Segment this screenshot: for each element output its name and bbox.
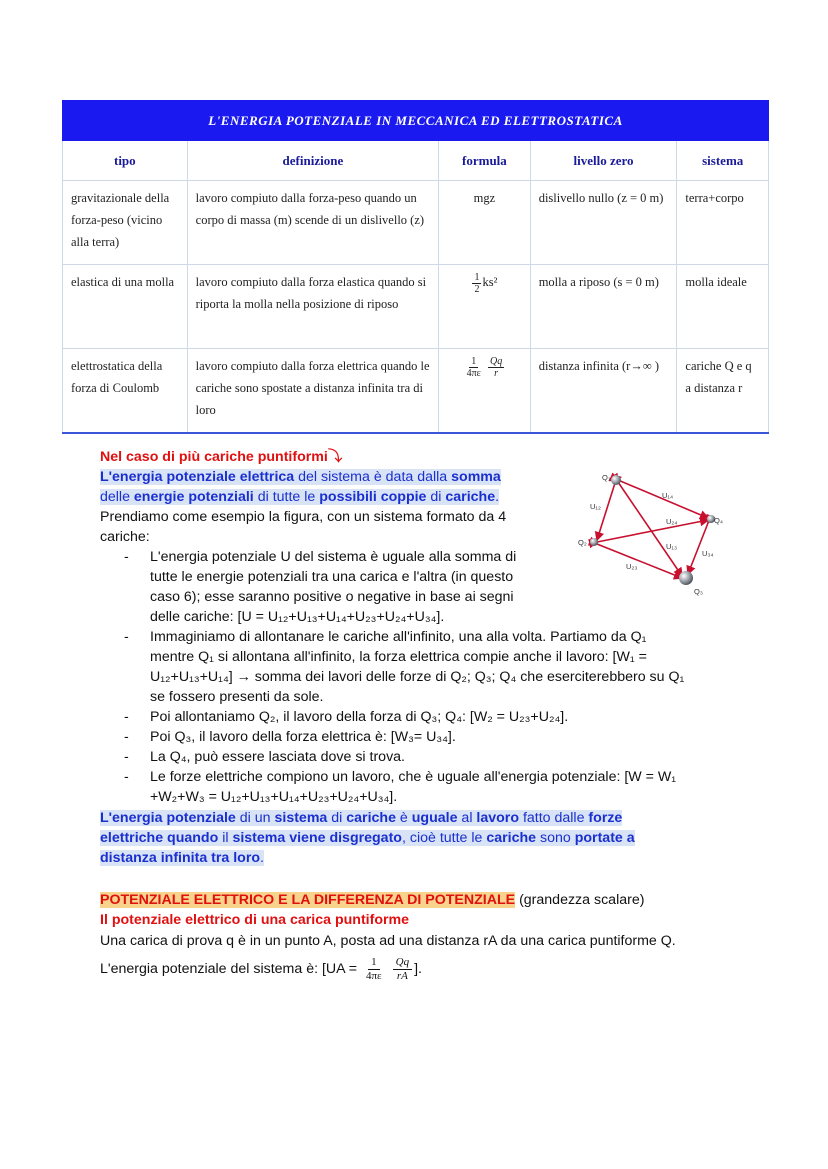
fraction: $\frac{Qq}{r}$ [489, 355, 503, 379]
fraction: $\frac{1}{4\pi\varepsilon}$ [366, 955, 382, 982]
cell-formula: mgz [439, 181, 531, 265]
arrow-u24 [597, 520, 708, 542]
cell-sistema: molla ideale [677, 265, 769, 349]
cell-livello-zero: dislivello nullo (z = 0 m) [530, 181, 677, 265]
label-q4: Q₄ [714, 516, 723, 525]
cell-livello-zero: distanza infinita (r→∞ ) [530, 349, 677, 433]
table-row [63, 349, 769, 433]
conclusion-paragraph: L'energia potenziale di un sistema di cariche è uguale al lavoro fatto dalle forze elettriche quando il sistema viene disgregato, cioè tutte le cariche sono portate a distanza infinita tra loro. [100, 810, 635, 866]
charges-diagram [570, 468, 730, 598]
charge-q3 [679, 571, 693, 585]
table-title: L'ENERGIA POTENZIALE IN MECCANICA ED ELETTROSTATICA [63, 101, 769, 141]
section2-heading: POTENZIALE ELETTRICO E LA DIFFERENZA DI POTENZIALE (grandezza scalare) [100, 892, 645, 908]
label-u23: U₂₃ [626, 562, 638, 571]
cell-tipo: elastica di una molla [63, 265, 188, 349]
table-row [63, 265, 769, 349]
header-formula: formula [439, 141, 531, 181]
label-q2: Q₂ [578, 538, 587, 547]
energy-table [62, 100, 769, 434]
cell-tipo: elettrostatica della forza di Coulomb [63, 349, 188, 433]
charge-q1 [611, 475, 621, 485]
cell-definizione: lavoro compiuto dalla forza elettrica quando le cariche sono spostate a distanza infinita tra di loro [187, 349, 439, 433]
cell-livello-zero: molla a riposo (s = 0 m) [530, 265, 677, 349]
label-u12: U₁₂ [590, 502, 601, 511]
list-item: - L'energia potenziale U del sistema è uguale alla somma di tutte le energie potenziali tra una carica e l'altra (in questo caso 6); esse saranno positive o negative in base ai segni delle cariche: [U = U₁₂+U₁₃+U₁₄+U₂₃+U₂₄+U₃₄]. [122, 547, 732, 627]
cell-formula: $\frac{1}{2}$ ks² [439, 265, 531, 349]
table-row [63, 181, 769, 265]
cell-definizione: lavoro compiuto dalla forza-peso quando un corpo di massa (m) scende di un dislivello (z) [187, 181, 439, 265]
header-definizione: definizione [187, 141, 439, 181]
list-item: - Poi Q₃, il lavoro della forza elettrica è: [W₃= U₃₄]. [122, 727, 732, 747]
charge-q2 [590, 538, 598, 546]
header-livello-zero: livello zero [530, 141, 677, 181]
section2-line1: Una carica di prova q è in un punto A, posta ad una distanza rA da una carica puntiforme Q. [100, 933, 676, 949]
cell-sistema: cariche Q e q a distanza r [677, 349, 769, 433]
section1-paragraph: L'energia potenziale elettrica del sistema è data dalla somma delle energie potenziali di tutte le possibili coppie di cariche. Prendiamo come esempio la figura, con un sistema formato da 4 cariche: [100, 469, 507, 545]
header-sistema: sistema [677, 141, 769, 181]
cell-formula [439, 349, 531, 433]
label-q1: Q₁ [602, 473, 611, 482]
list-item: - Immaginiamo di allontanare le cariche all'infinito, una alla volta. Partiamo da Q₁ mentre Q₁ si allontana all'infinito, la forza elettrica compie anche il lavoro: [W₁ = U₁₂+U₁₃+U₁₄] → somma dei lavori delle forze di Q₂; Q₃; Q₄ che eserciterebbero su Q₁ se fossero presenti da sole. [122, 627, 732, 707]
section2-subheading: Il potenziale elettrico di una carica puntiforme [100, 912, 410, 928]
list-item: - La Q₄, può essere lasciata dove si trova. [122, 747, 732, 767]
cell-tipo: gravitazionale della forza-peso (vicino alla terra) [63, 181, 188, 265]
label-u14: U₁₄ [662, 491, 674, 500]
cell-definizione: lavoro compiuto dalla forza elastica quando si riporta la molla nella posizione di riposo [187, 265, 439, 349]
arrow-u12 [597, 483, 615, 540]
label-u24: U₂₄ [666, 517, 678, 526]
fraction: $\frac{1}{2}$ [474, 271, 480, 295]
list-item: - Poi allontaniamo Q₂, il lavoro della forza di Q₃; Q₄: [W₂ = U₂₃+U₂₄]. [122, 707, 732, 727]
fraction: $\frac{1}{4\pi\varepsilon}$ [466, 355, 481, 379]
section2-line2: L'energia potenziale del sistema è: [UA = $\frac{1}{4\pi\varepsilon}$ $\frac{Qq}{rA}$ ]. [100, 955, 422, 982]
label-u13: U₁₃ [666, 542, 678, 551]
cell-sistema: terra+corpo [677, 181, 769, 265]
label-q3: Q₃ [694, 587, 703, 596]
list-item: - Le forze elettriche compiono un lavoro, che è uguale all'energia potenziale: [W = W₁ +W₂+W₃ = U₁₂+U₁₃+U₁₄+U₂₃+U₂₄+U₃₄]. [122, 767, 732, 807]
header-tipo: tipo [63, 141, 188, 181]
label-u34: U₃₄ [702, 549, 714, 558]
section1-heading: Nel caso di più cariche puntiformi⤵ [100, 449, 343, 465]
fraction: $\frac{Qq}{rA}$ [393, 956, 412, 983]
